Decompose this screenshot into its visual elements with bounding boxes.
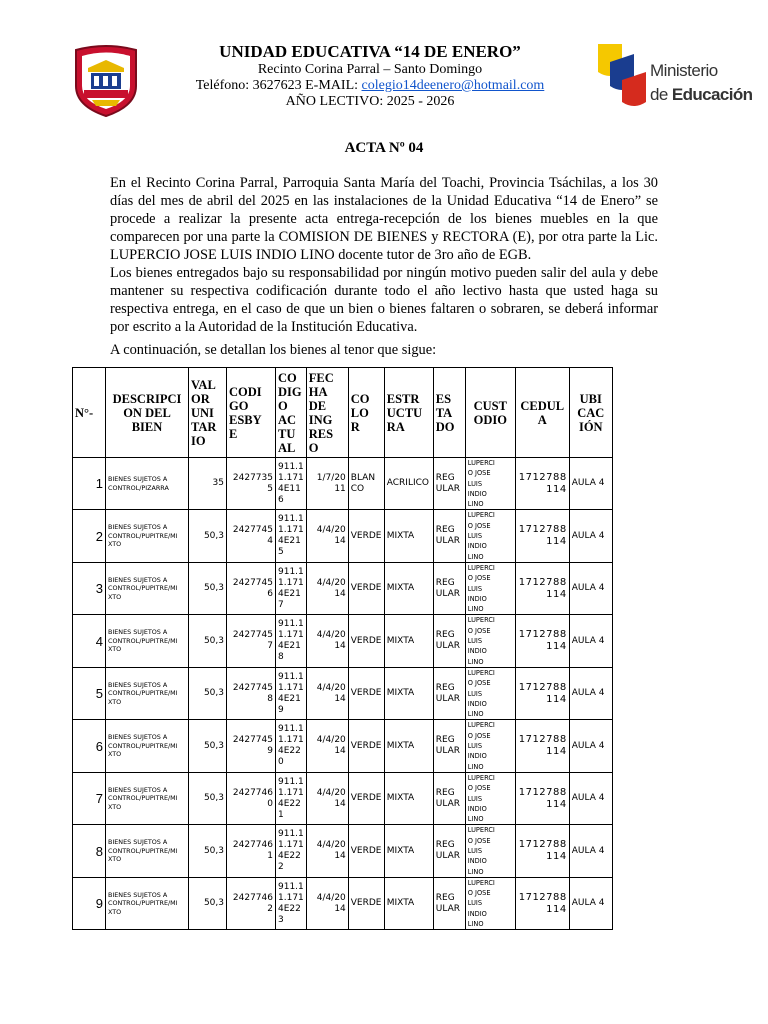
id-number: 1712788 114 xyxy=(515,877,569,929)
current-code: 911.1 1.171 4E21 7 xyxy=(276,562,307,614)
location: AULA 4 xyxy=(569,877,612,929)
unit-value: 50,3 xyxy=(189,510,227,562)
column-header: N°- xyxy=(73,368,106,458)
unit-value: 50,3 xyxy=(189,667,227,719)
id-number: 1712788 114 xyxy=(515,510,569,562)
item-description: BIENES SUJETOS A CONTROL/PUPITRE/MI XTO xyxy=(106,667,189,719)
assets-table xyxy=(72,367,613,930)
item-structure: MIXTA xyxy=(384,720,433,772)
location: AULA 4 xyxy=(569,510,612,562)
item-description: BIENES SUJETOS A CONTROL/PUPITRE/MI XTO xyxy=(106,615,189,667)
unit-value: 50,3 xyxy=(189,877,227,929)
item-number: 5 xyxy=(73,667,106,719)
item-structure: ACRILICO xyxy=(384,458,433,510)
current-code: 911.1 1.171 4E22 2 xyxy=(276,825,307,877)
column-header: UBI CAC IÓN xyxy=(569,368,612,458)
table-row xyxy=(73,720,613,772)
location: AULA 4 xyxy=(569,720,612,772)
paragraph-conditions: Los bienes entregados bajo su responsabilidad por ningún motivo pueden salir del aula y debe mantener su respectiva codificación durante todo el año lectivo hasta que usted haga su respectiva entrega, en el caso de que un bien o bienes faltaren o sobraren, se deberá informar por escrito a la Autoridad de la Institución Educativa. xyxy=(110,265,658,335)
current-code: 911.1 1.171 4E21 8 xyxy=(276,615,307,667)
school-year-line: AÑO LECTIVO: 2025 - 2026 xyxy=(285,94,455,109)
item-state: REG ULAR xyxy=(433,720,465,772)
entry-date: 4/4/20 14 xyxy=(306,720,348,772)
current-code: 911.1 1.171 4E22 1 xyxy=(276,772,307,824)
column-header: CO DIG O AC TU AL xyxy=(276,368,307,458)
current-code: 911.1 1.171 4E21 9 xyxy=(276,667,307,719)
unit-value: 50,3 xyxy=(189,825,227,877)
item-structure: MIXTA xyxy=(384,825,433,877)
id-number: 1712788 114 xyxy=(515,562,569,614)
item-description: BIENES SUJETOS A CONTROL/PUPITRE/MI XTO xyxy=(106,772,189,824)
column-header: CUST ODIO xyxy=(465,368,515,458)
item-structure: MIXTA xyxy=(384,615,433,667)
email-link[interactable]: colegio14deenero@hotmail.com xyxy=(361,78,545,93)
institution-name: UNIDAD EDUCATIVA “14 DE ENERO” xyxy=(219,42,521,61)
table-row xyxy=(73,667,613,719)
item-structure: MIXTA xyxy=(384,562,433,614)
item-number: 9 xyxy=(73,877,106,929)
column-header: FEC HA DE ING RES O xyxy=(306,368,348,458)
column-header: ESTR UCTU RA xyxy=(384,368,433,458)
table-row xyxy=(73,615,613,667)
entry-date: 4/4/20 14 xyxy=(306,772,348,824)
item-number: 6 xyxy=(73,720,106,772)
item-color: BLAN CO xyxy=(348,458,384,510)
custodian: LUPERCI O JOSE LUIS INDIO LINO xyxy=(465,667,515,719)
column-header: VAL OR UNI TAR IO xyxy=(189,368,227,458)
item-description: BIENES SUJETOS A CONTROL/PUPITRE/MI XTO xyxy=(106,720,189,772)
esbye-code: 2427746 0 xyxy=(227,772,276,824)
esbye-code: 2427745 6 xyxy=(227,562,276,614)
item-number: 3 xyxy=(73,562,106,614)
item-color: VERDE xyxy=(348,510,384,562)
item-description: BIENES SUJETOS A CONTROL/PIZARRA xyxy=(106,458,189,510)
column-header: CODI GO ESBY E xyxy=(227,368,276,458)
location: AULA 4 xyxy=(569,772,612,824)
item-structure: MIXTA xyxy=(384,510,433,562)
item-state: REG ULAR xyxy=(433,562,465,614)
contact-line xyxy=(150,78,590,94)
entry-date: 4/4/20 14 xyxy=(306,825,348,877)
custodian: LUPERCI O JOSE LUIS INDIO LINO xyxy=(465,510,515,562)
custodian: LUPERCI O JOSE LUIS INDIO LINO xyxy=(465,615,515,667)
entry-date: 1/7/20 11 xyxy=(306,458,348,510)
acta-title: ACTA Nº 04 xyxy=(344,140,424,156)
item-state: REG ULAR xyxy=(433,877,465,929)
id-number: 1712788 114 xyxy=(515,458,569,510)
paragraph-intro: En el Recinto Corina Parral, Parroquia Santa María del Toachi, Provincia Tsáchilas, a los 30 días del mes de abril del 2025 en las instalaciones de la Unidad Educativa “14 de Enero” se procede a realizar la presente acta entrega-recepción de los bienes muebles en la que comparecen por una parte la COMISION DE BIENES y RECTORA (E), por otra parte la Lic. LUPERCIO JOSE LUIS INDIO LINO docente tutor de 3ro año de EGB. xyxy=(110,175,658,263)
item-color: VERDE xyxy=(348,825,384,877)
item-state: REG ULAR xyxy=(433,458,465,510)
item-description: BIENES SUJETOS A CONTROL/PUPITRE/MI XTO xyxy=(106,877,189,929)
school-emblem-logo xyxy=(70,42,142,118)
item-structure: MIXTA xyxy=(384,667,433,719)
table-row xyxy=(73,877,613,929)
esbye-code: 2427745 8 xyxy=(227,667,276,719)
document-header xyxy=(150,42,590,110)
item-description: BIENES SUJETOS A CONTROL/PUPITRE/MI XTO xyxy=(106,825,189,877)
esbye-code: 2427746 1 xyxy=(227,825,276,877)
item-number: 4 xyxy=(73,615,106,667)
table-row xyxy=(73,825,613,877)
custodian: LUPERCI O JOSE LUIS INDIO LINO xyxy=(465,772,515,824)
item-number: 1 xyxy=(73,458,106,510)
item-color: VERDE xyxy=(348,562,384,614)
item-color: VERDE xyxy=(348,667,384,719)
location: AULA 4 xyxy=(569,825,612,877)
esbye-code: 2427745 9 xyxy=(227,720,276,772)
current-code: 911.1 1.171 4E21 5 xyxy=(276,510,307,562)
table-row xyxy=(73,458,613,510)
unit-value: 50,3 xyxy=(189,772,227,824)
column-header: ES TA DO xyxy=(433,368,465,458)
item-structure: MIXTA xyxy=(384,772,433,824)
esbye-code: 2427745 4 xyxy=(227,510,276,562)
continuation-text: A continuación, se detallan los bienes al tenor que sigue: xyxy=(110,342,437,358)
custodian: LUPERCI O JOSE LUIS INDIO LINO xyxy=(465,458,515,510)
custodian: LUPERCI O JOSE LUIS INDIO LINO xyxy=(465,825,515,877)
esbye-code: 2427735 5 xyxy=(227,458,276,510)
entry-date: 4/4/20 14 xyxy=(306,667,348,719)
location: AULA 4 xyxy=(569,458,612,510)
location: AULA 4 xyxy=(569,615,612,667)
item-state: REG ULAR xyxy=(433,772,465,824)
item-description: BIENES SUJETOS A CONTROL/PUPITRE/MI XTO xyxy=(106,562,189,614)
item-number: 7 xyxy=(73,772,106,824)
column-header: DESCRIPCI ON DEL BIEN xyxy=(106,368,189,458)
item-state: REG ULAR xyxy=(433,825,465,877)
svg-text:de Educación: de Educación xyxy=(650,85,753,104)
entry-date: 4/4/20 14 xyxy=(306,510,348,562)
current-code: 911.1 1.171 4E11 6 xyxy=(276,458,307,510)
entry-date: 4/4/20 14 xyxy=(306,615,348,667)
acta-body xyxy=(110,174,658,336)
custodian: LUPERCI O JOSE LUIS INDIO LINO xyxy=(465,720,515,772)
id-number: 1712788 114 xyxy=(515,667,569,719)
ministry-of-education-logo xyxy=(596,42,753,110)
location: AULA 4 xyxy=(569,667,612,719)
id-number: 1712788 114 xyxy=(515,615,569,667)
column-header: CEDUL A xyxy=(515,368,569,458)
item-description: BIENES SUJETOS A CONTROL/PUPITRE/MI XTO xyxy=(106,510,189,562)
unit-value: 35 xyxy=(189,458,227,510)
item-number: 2 xyxy=(73,510,106,562)
item-state: REG ULAR xyxy=(433,615,465,667)
unit-value: 50,3 xyxy=(189,615,227,667)
location: AULA 4 xyxy=(569,562,612,614)
item-color: VERDE xyxy=(348,877,384,929)
item-structure: MIXTA xyxy=(384,877,433,929)
unit-value: 50,3 xyxy=(189,720,227,772)
item-color: VERDE xyxy=(348,772,384,824)
esbye-code: 2427745 7 xyxy=(227,615,276,667)
svg-text:Ministerio: Ministerio xyxy=(650,61,718,80)
unit-value: 50,3 xyxy=(189,562,227,614)
column-header: CO LO R xyxy=(348,368,384,458)
table-header-row xyxy=(73,368,613,458)
id-number: 1712788 114 xyxy=(515,772,569,824)
current-code: 911.1 1.171 4E22 0 xyxy=(276,720,307,772)
item-state: REG ULAR xyxy=(433,667,465,719)
entry-date: 4/4/20 14 xyxy=(306,877,348,929)
current-code: 911.1 1.171 4E22 3 xyxy=(276,877,307,929)
table-row xyxy=(73,772,613,824)
address-line: Recinto Corina Parral – Santo Domingo xyxy=(257,62,483,77)
id-number: 1712788 114 xyxy=(515,825,569,877)
id-number: 1712788 114 xyxy=(515,720,569,772)
item-number: 8 xyxy=(73,825,106,877)
table-row xyxy=(73,510,613,562)
item-color: VERDE xyxy=(348,615,384,667)
item-state: REG ULAR xyxy=(433,510,465,562)
esbye-code: 2427746 2 xyxy=(227,877,276,929)
custodian: LUPERCI O JOSE LUIS INDIO LINO xyxy=(465,877,515,929)
item-color: VERDE xyxy=(348,720,384,772)
entry-date: 4/4/20 14 xyxy=(306,562,348,614)
table-row xyxy=(73,562,613,614)
phone-label: Teléfono: 3627623 E-MAIL: xyxy=(195,78,362,93)
custodian: LUPERCI O JOSE LUIS INDIO LINO xyxy=(465,562,515,614)
